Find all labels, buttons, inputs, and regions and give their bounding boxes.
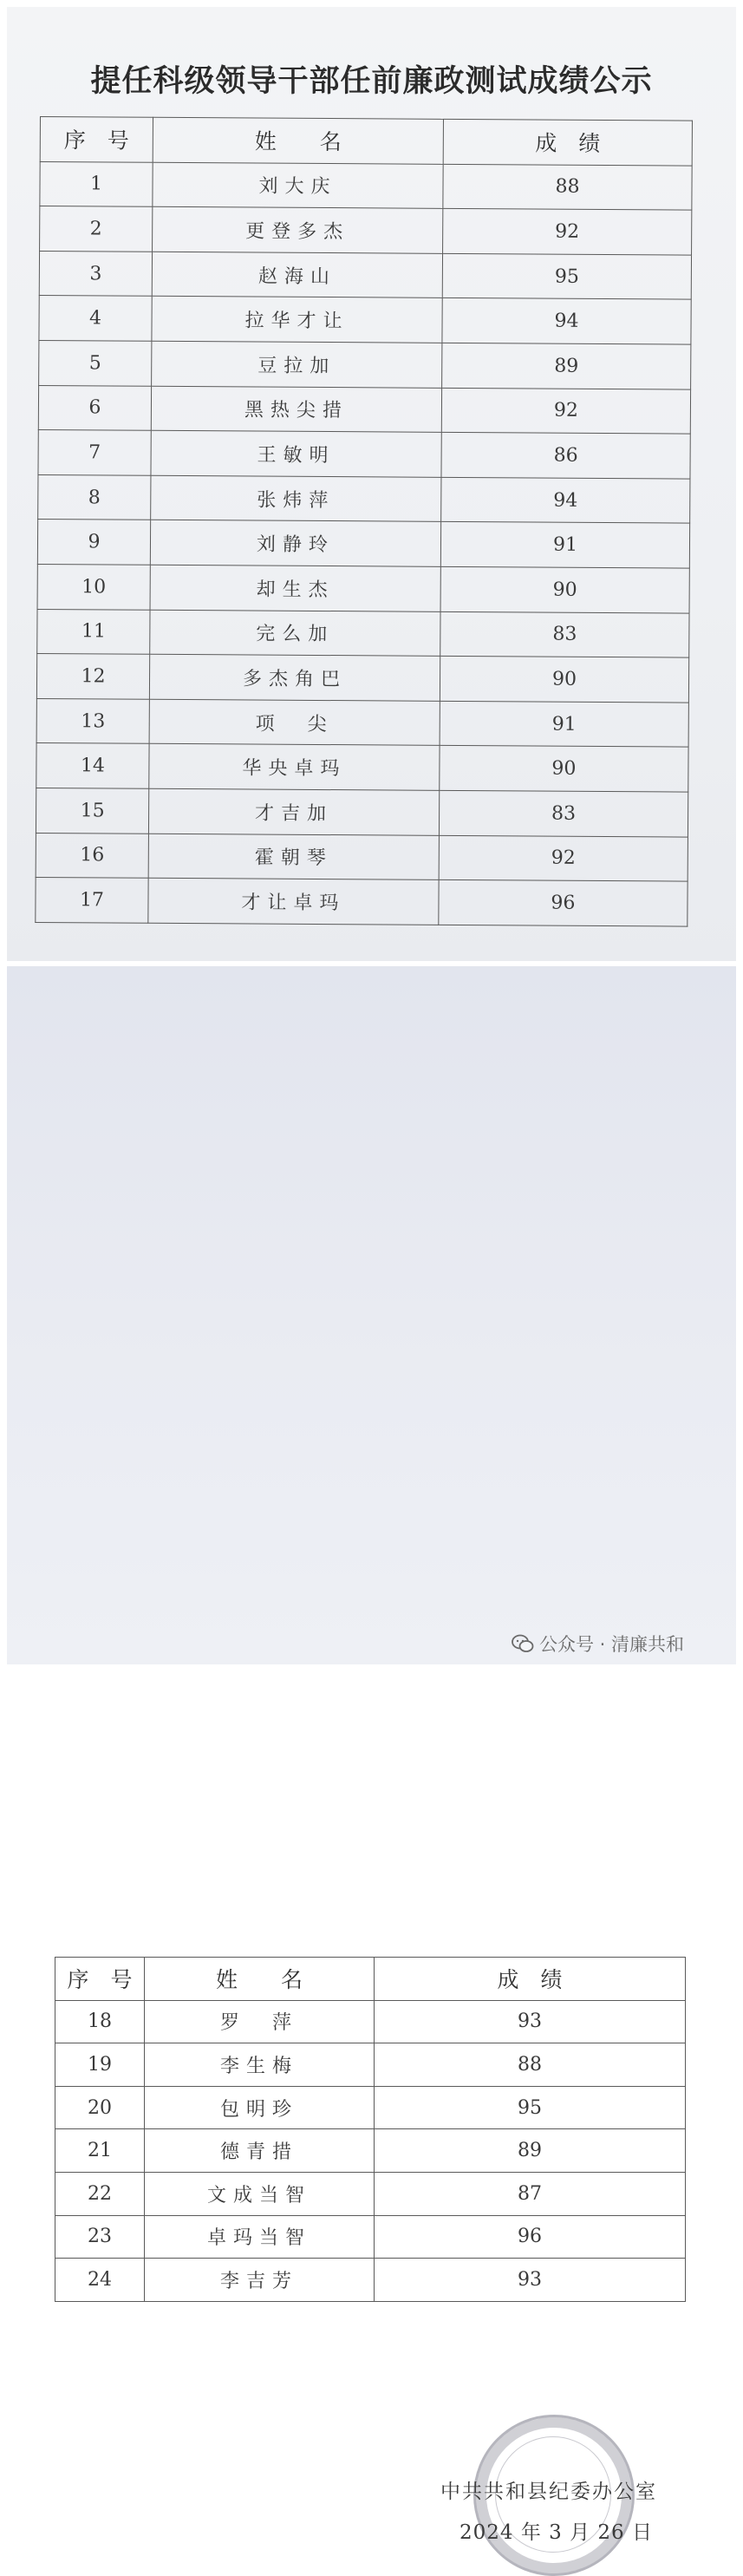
row-number: 6 [38, 385, 151, 430]
header-num: 序 号 [40, 117, 153, 162]
row-score: 92 [439, 835, 688, 881]
table-row [39, 340, 691, 389]
row-score: 89 [442, 343, 691, 389]
row-name: 刘大庆 [153, 162, 443, 209]
row-name: 文成当智 [145, 2172, 375, 2215]
table-row [55, 2129, 686, 2173]
header-score: 成 绩 [443, 119, 692, 165]
row-number: 1 [40, 161, 153, 206]
row-score: 88 [375, 2043, 686, 2087]
table-row [55, 2259, 686, 2302]
row-name: 卓玛当智 [145, 2215, 375, 2259]
row-number: 20 [55, 2086, 145, 2129]
row-number: 4 [39, 296, 152, 341]
row-name: 德青措 [145, 2129, 375, 2173]
table-header-row [40, 117, 692, 166]
row-number: 24 [55, 2259, 145, 2302]
row-score: 90 [440, 656, 688, 702]
row-score: 92 [443, 209, 692, 255]
row-name: 才让卓玛 [148, 878, 439, 925]
row-score: 94 [442, 298, 691, 344]
row-number: 12 [36, 654, 149, 699]
row-score: 91 [440, 522, 689, 568]
table-row [36, 833, 688, 881]
row-score: 96 [375, 2215, 686, 2259]
row-number: 15 [36, 788, 148, 833]
row-score: 91 [440, 701, 688, 747]
table-row [36, 878, 688, 926]
table-row [36, 743, 688, 792]
row-number: 7 [38, 430, 151, 475]
row-score: 95 [375, 2086, 686, 2129]
row-name: 才吉加 [148, 788, 439, 835]
header-score: 成 绩 [375, 1958, 686, 2001]
row-score: 93 [375, 2259, 686, 2302]
row-name: 刘静玲 [150, 520, 440, 567]
table-row [39, 296, 691, 344]
row-score: 94 [441, 477, 690, 523]
watermark-text: 公众号 · 清廉共和 [539, 1634, 685, 1655]
row-name: 更登多杰 [153, 206, 443, 253]
row-score: 87 [375, 2172, 686, 2215]
table-row [36, 698, 688, 747]
row-number: 22 [55, 2172, 145, 2215]
row-name: 完么加 [150, 610, 440, 657]
table-row [55, 2215, 686, 2259]
row-name: 霍朝琴 [148, 834, 439, 880]
row-number: 23 [55, 2215, 145, 2259]
row-number: 19 [55, 2043, 145, 2087]
table-row [37, 609, 689, 657]
header-name: 姓 名 [153, 117, 443, 164]
row-number: 18 [55, 2000, 145, 2043]
document-photo-page-2 [7, 966, 736, 2544]
row-score: 89 [375, 2129, 686, 2173]
table-row [36, 788, 688, 836]
document-photo-page-1 [7, 7, 736, 961]
row-number: 16 [36, 833, 148, 878]
row-name: 王敏明 [151, 430, 441, 477]
row-number: 3 [39, 251, 152, 296]
wechat-icon [512, 1634, 534, 1653]
row-name: 豆拉加 [152, 341, 442, 388]
row-score: 86 [441, 432, 690, 478]
table-row [37, 564, 689, 612]
header-name: 姓 名 [145, 1958, 375, 2001]
row-number: 9 [37, 520, 150, 565]
row-name: 罗 萍 [145, 2000, 375, 2043]
row-name: 赵海山 [152, 252, 442, 298]
row-score: 92 [441, 388, 690, 434]
table-row [55, 2043, 686, 2087]
table-row [38, 430, 690, 479]
wechat-watermark [512, 1631, 684, 1657]
row-score: 95 [442, 253, 691, 299]
table-row [55, 2172, 686, 2215]
row-score: 90 [440, 746, 688, 792]
row-score: 88 [443, 164, 692, 210]
row-name: 李吉芳 [145, 2259, 375, 2302]
score-table-1 [35, 116, 693, 926]
row-name: 拉华才让 [152, 297, 442, 343]
table-row [38, 385, 690, 434]
row-score: 83 [440, 611, 689, 657]
row-score: 83 [439, 790, 688, 836]
row-score: 96 [439, 879, 688, 925]
table-row [40, 206, 692, 255]
row-number: 13 [36, 698, 149, 743]
header-num: 序 号 [55, 1958, 145, 2001]
row-number: 5 [39, 340, 152, 385]
row-score: 90 [440, 566, 689, 612]
row-name: 包明珍 [145, 2086, 375, 2129]
row-number: 8 [38, 474, 151, 520]
issuer-name: 中共共和县纪委办公室 [440, 2481, 657, 2503]
row-name: 黑热尖措 [151, 386, 441, 433]
row-number: 21 [55, 2129, 145, 2173]
issue-date: 2024 年 3 月 26 日 [459, 2521, 653, 2544]
table-row [39, 251, 691, 299]
row-number: 14 [36, 743, 149, 788]
table-row [55, 2086, 686, 2129]
document-title: 提任科级领导干部任前廉政测试成绩公示 [90, 63, 653, 99]
row-score: 93 [375, 2000, 686, 2043]
row-number: 17 [36, 878, 148, 923]
row-name: 却生杰 [150, 565, 440, 611]
table-row [40, 161, 692, 210]
table-row [55, 2000, 686, 2043]
table-row [38, 474, 690, 523]
table-row [37, 520, 689, 568]
row-number: 11 [37, 609, 150, 654]
table-header-row [55, 1958, 686, 2001]
row-name: 李生梅 [145, 2043, 375, 2087]
row-number: 10 [37, 564, 150, 609]
row-name: 华央卓玛 [149, 744, 440, 791]
row-name: 多杰角巴 [149, 654, 440, 701]
row-name: 张炜萍 [151, 475, 441, 522]
table-row [36, 654, 688, 703]
row-number: 2 [40, 206, 153, 252]
score-table-2 [55, 1957, 686, 2302]
row-name: 项 尖 [149, 699, 440, 746]
